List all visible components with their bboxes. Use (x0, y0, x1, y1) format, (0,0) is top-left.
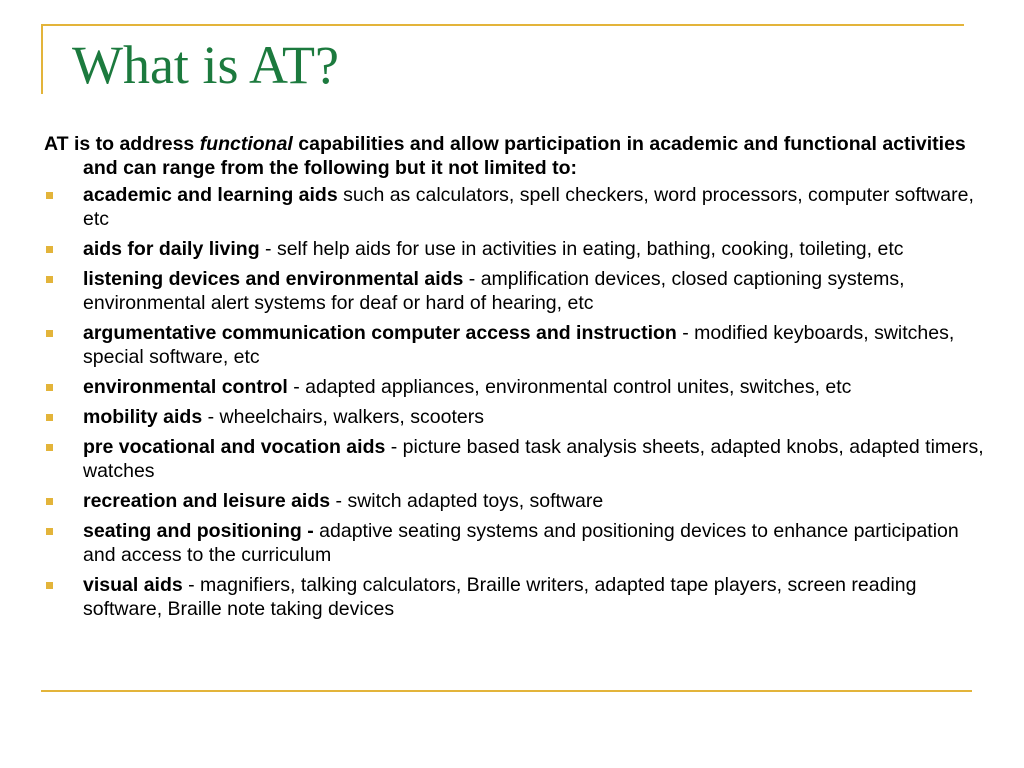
item-term: pre vocational and vocation aids (83, 436, 386, 458)
item-term: recreation and leisure aids (83, 490, 331, 512)
item-description: - magnifiers, talking calculators, Braille writers, adapted tape players, screen reading software, Braille note taking devices (83, 574, 917, 620)
intro-paragraph (44, 132, 984, 180)
square-bullet-icon (46, 498, 53, 505)
square-bullet-icon (46, 528, 53, 535)
slide-title: What is AT? (72, 35, 339, 95)
square-bullet-icon (46, 582, 53, 589)
bottom-rule (41, 690, 972, 692)
item-term: mobility aids (83, 406, 203, 428)
square-bullet-icon (46, 414, 53, 421)
item-term: argumentative communication computer access and instruction (83, 322, 677, 344)
square-bullet-icon (46, 246, 53, 253)
item-term: academic and learning aids (83, 184, 338, 206)
item-description: - picture based task analysis sheets, adapted knobs, adapted timers, watches (83, 436, 984, 482)
item-description: adaptive seating systems and positioning devices to enhance participation and access to the curriculum (83, 520, 959, 566)
item-description: such as calculators, spell checkers, word processors, computer software, etc (83, 184, 974, 230)
square-bullet-icon (46, 276, 53, 283)
item-term: seating and positioning - (83, 520, 314, 542)
item-description: - amplification devices, closed captioning systems, environmental alert systems for deaf or hard of hearing, etc (83, 268, 905, 314)
list-item (44, 489, 984, 513)
list-item (44, 321, 984, 369)
list-item (44, 435, 984, 483)
list-item (44, 267, 984, 315)
intro-text-end: capabilities and allow participation in academic and functional activities and can range from the following but it not limited to: (83, 133, 966, 179)
item-term: listening devices and environmental aids (83, 268, 464, 290)
list-item (44, 573, 984, 621)
list-item (44, 519, 984, 567)
list-item (44, 237, 984, 261)
item-term: environmental control (83, 376, 288, 398)
intro-emphasis: functional (199, 133, 293, 155)
item-description: - wheelchairs, walkers, scooters (202, 406, 484, 428)
item-term: visual aids (83, 574, 183, 596)
top-rule (41, 24, 964, 26)
item-description: - switch adapted toys, software (330, 490, 604, 512)
list-item (44, 405, 984, 429)
bullet-list (44, 183, 984, 621)
item-term: aids for daily living (83, 238, 260, 260)
square-bullet-icon (46, 444, 53, 451)
list-item (44, 375, 984, 399)
intro-text-start: AT is to address (44, 133, 200, 155)
item-description: - self help aids for use in activities in eating, bathing, cooking, toileting, etc (259, 238, 904, 260)
square-bullet-icon (46, 330, 53, 337)
square-bullet-icon (46, 384, 53, 391)
left-rule (41, 24, 43, 94)
slide-body (44, 132, 984, 627)
list-item (44, 183, 984, 231)
item-description: - modified keyboards, switches, special software, etc (83, 322, 955, 368)
square-bullet-icon (46, 192, 53, 199)
item-description: - adapted appliances, environmental control unites, switches, etc (287, 376, 852, 398)
